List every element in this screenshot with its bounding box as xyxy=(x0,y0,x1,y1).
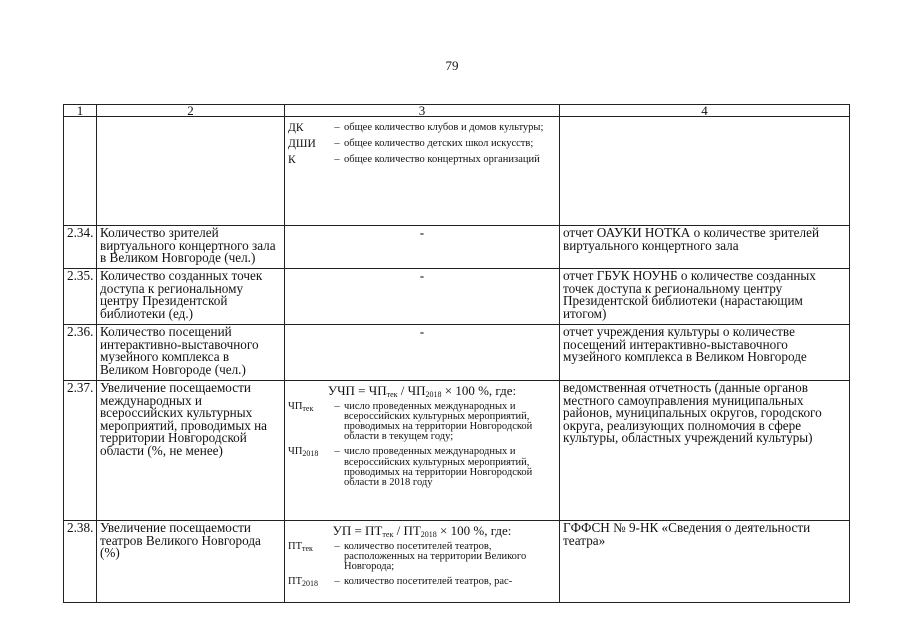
table-row xyxy=(64,269,850,325)
def-symbol: К xyxy=(288,154,296,167)
indicator-name: Увеличение посещаемости международных и всероссийских культурных мероприятий, проводимых на территории Новгородской области (%, не менее) xyxy=(97,381,285,521)
formula-dash: - xyxy=(285,269,560,325)
def-symbol: ДШИ xyxy=(288,138,316,151)
header-col-3: 3 xyxy=(285,105,560,117)
table-row xyxy=(64,226,850,269)
header-col-4: 4 xyxy=(560,105,850,117)
indicators-table xyxy=(63,104,850,603)
formula: УП = $ПТ_{тек} / ПТ_{2018} \times 100$ %, где: xyxy=(332,523,512,539)
data-source: ГФФСН № 9-НК «Сведения о деятельности театра» xyxy=(560,521,850,603)
def-dash: – xyxy=(334,154,340,166)
def-symbol: $ЧП_{2018}$ xyxy=(288,446,319,459)
def-text: число проведенных международных и всероссийских культурных мероприятий, проводимых на территории Новгородской области в 2018 году xyxy=(344,446,533,488)
def-symbol: $ПТ_{2018}$ xyxy=(288,576,318,589)
table-header-row xyxy=(64,105,850,117)
indicator-name: Количество созданных точек доступа к региональному центру Президентской библиотеки (ед.) xyxy=(97,269,285,325)
def-dash: – xyxy=(334,138,340,150)
num-cell xyxy=(64,117,97,226)
data-source: отчет учреждения культуры о количестве посещений интерактивно-выставочного музейного комплекса в Великом Новгороде xyxy=(560,325,850,381)
data-source: отчет ОАУКИ НОТКА о количестве зрителей виртуального концертного зала xyxy=(560,226,850,269)
formula-cell xyxy=(285,381,560,521)
table-row xyxy=(64,325,850,381)
definition-item xyxy=(288,577,556,587)
definition-item xyxy=(288,155,556,165)
def-text: количество посетителей театров, расположенных на территории Великого Новгорода; xyxy=(344,540,527,572)
indicator-name: Увеличение посещаемости театров Великого Новгорода (%) xyxy=(97,521,285,603)
def-symbol: ДК xyxy=(288,122,304,134)
def-symbol: $ЧП_{тек}$ xyxy=(288,400,314,413)
formula-cell xyxy=(285,117,560,226)
data-source: ведомственная отчетность (данные органов местного самоуправления муниципальных районов, муниципальных округов, городского округа, реализующих полномочия в сфере культуры, областных учреждений культуры) xyxy=(560,381,850,521)
def-text: количество посетителей театров, рас- xyxy=(344,576,513,588)
def-text: общее количество детских школ искусств; xyxy=(344,138,534,150)
header-col-1: 1 xyxy=(64,105,97,117)
definition-item xyxy=(288,447,556,488)
formula-cell xyxy=(285,521,560,603)
table-row xyxy=(64,381,850,521)
row-number: 2.34. xyxy=(64,226,97,269)
table-row-continuation xyxy=(64,117,850,226)
def-text: общее количество клубов и домов культуры; xyxy=(344,122,544,133)
row-number: 2.35. xyxy=(64,269,97,325)
definition-item xyxy=(288,402,556,443)
def-dash: – xyxy=(334,400,340,412)
indicator-name: Количество посещений интерактивно-выставочного музейного комплекса в Великом Новгороде (чел.) xyxy=(97,325,285,381)
header-col-2: 2 xyxy=(97,105,285,117)
formula-dash: - xyxy=(285,325,560,381)
def-dash: – xyxy=(334,446,340,458)
source-cell xyxy=(560,117,850,226)
formula-dash: - xyxy=(285,226,560,269)
def-text: общее количество концертных организаций xyxy=(344,154,540,166)
formula: УЧП = $ЧП_{тек} / ЧП_{2018} \times 100$ %, где: xyxy=(327,383,517,399)
indicator-cell xyxy=(97,117,285,226)
def-dash: – xyxy=(334,540,340,552)
def-dash: – xyxy=(334,122,340,133)
def-text: число проведенных международных и всероссийских культурных мероприятий, проводимых на территории Новгородской области в текущем году; xyxy=(344,400,533,443)
row-number: 2.36. xyxy=(64,325,97,381)
definition-item xyxy=(288,123,556,133)
table-row xyxy=(64,521,850,603)
definition-item xyxy=(288,542,556,573)
def-dash: – xyxy=(334,576,340,588)
definition-item xyxy=(288,139,556,149)
row-number: 2.37. xyxy=(64,381,97,521)
data-source: отчет ГБУК НОУНБ о количестве созданных точек доступа к региональному центру Президентской библиотеки (нарастающим итогом) xyxy=(560,269,850,325)
row-number: 2.38. xyxy=(64,521,97,603)
page-number: 79 xyxy=(445,58,459,73)
indicator-name: Количество зрителей виртуального концертного зала в Великом Новгороде (чел.) xyxy=(97,226,285,269)
def-symbol: $ПТ_{тек}$ xyxy=(288,540,313,553)
